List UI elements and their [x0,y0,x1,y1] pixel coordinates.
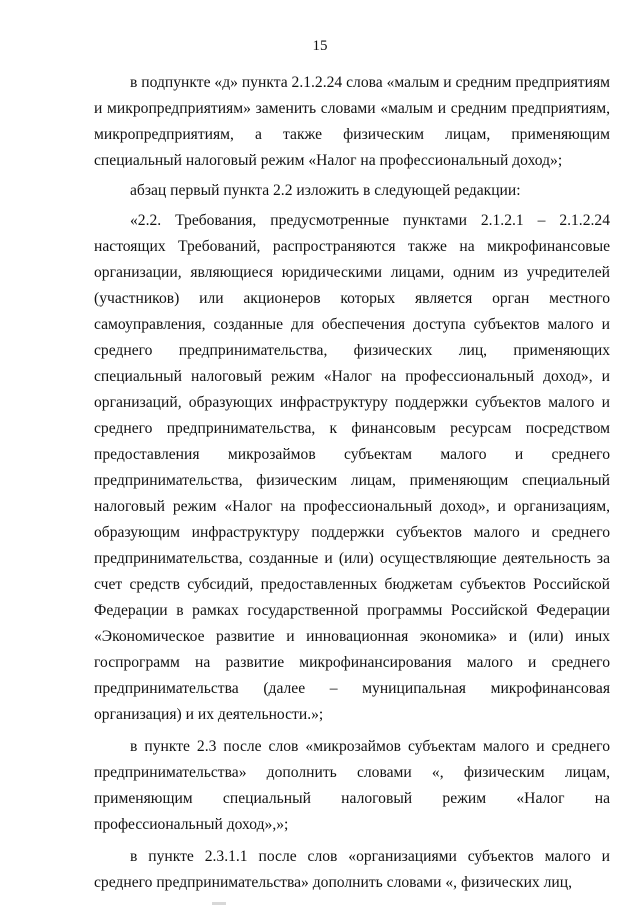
paragraph-subpoint-d: в подпункте «д» пункта 2.1.2.24 слова «малым и средним предприятиям и микропредприятиям» заменить словами «малым и средним предприятиям, микропредприятиям, а также физическим лицам, применяющим специальный налоговый режим «Налог на профессиональный доход»; [94,74,610,169]
paragraph-first-of-2-2: абзац первый пункта 2.2 изложить в следующей редакции: [130,182,521,199]
paragraph-point-2-3-1-1: в пункте 2.3.1.1 после слов «организациями субъектов малого и среднего предпринимательства» дополнить словами «, физических лиц, [94,848,610,891]
paragraph-point-2-3: в пункте 2.3 после слов «микрозаймов субъектам малого и среднего предпринимательства» дополнить словами «, физическим лицам, применяющим специальный налоговый режим «Налог на профессиональный доход»,»; [94,738,610,833]
paragraph-requirements-2-2: «2.2. Требования, предусмотренные пунктами 2.1.2.1 – 2.1.2.24 настоящих Требований, распространяются также на микрофинансовые организации, являющиеся юридическими лицами, одним из учредителей (участников) или акционеров которых является орган местного самоуправления, созданные для обеспечения доступа субъектов малого и среднего предпринимательства, физических лиц, применяющих специальный налоговый режим «Налог на профессиональный доход», и организаций, образующих инфраструктуру поддержки субъектов малого и среднего предпринимательства, к финансовым ресурсам посредством предоставления микрозаймов субъектам малого и среднего предпринимательства, физическим лицам, применяющим специальный налоговый режим «Налог на профессиональный доход», и организациям, образующим инфраструктуру поддержки субъектов малого и среднего предпринимательства, созданные и (или) осуществляющие деятельность за счет средств субсидий, предоставленных бюджетам субъектов Российской Федерации в рамках государственной программы Российской Федерации «Экономическое развитие и инновационная экономика» и (или) иных госпрограмм на развитие микрофинансирования малого и среднего предпринимательства (далее – муниципальная микрофинансовая организация) и их деятельности.»; [94,212,610,723]
document-body [94,70,610,896]
page-number: 15 [312,38,328,54]
